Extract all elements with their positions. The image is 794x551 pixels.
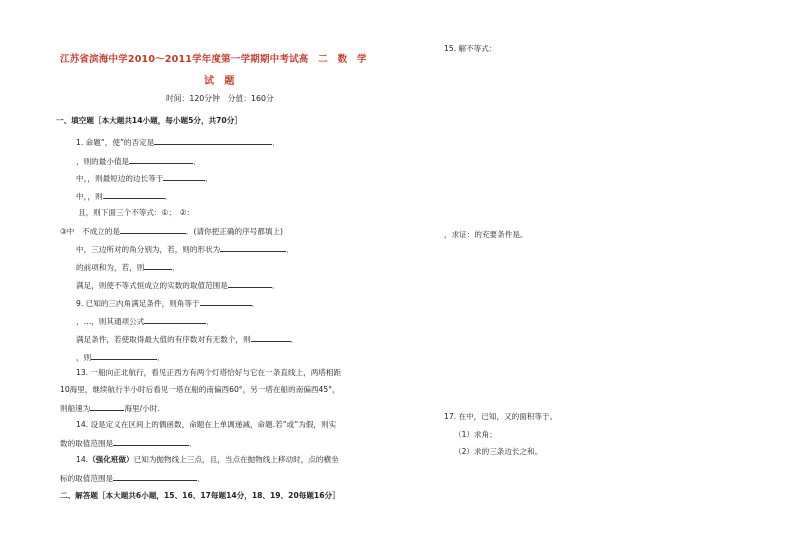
question-9-text: 9. 已知的三内角满足条件，则角等于 bbox=[76, 299, 200, 308]
question-13-unit: 海里/小时. bbox=[124, 404, 160, 413]
question-13-line3 bbox=[60, 402, 160, 414]
answer-blank bbox=[120, 225, 186, 234]
question-5-text: ③中 不成立的是 bbox=[60, 227, 120, 236]
question-14b-line1 bbox=[76, 455, 339, 465]
punct: ． bbox=[290, 335, 299, 344]
question-14b-text2: 标的取值范围是 bbox=[60, 474, 114, 483]
answer-blank bbox=[144, 315, 206, 324]
question-4 bbox=[76, 190, 172, 202]
question-11-text: 满足条件，若使取得最大值的有序数对有无数个，则 bbox=[76, 335, 251, 344]
answer-blank bbox=[113, 437, 189, 446]
punct: ． bbox=[157, 353, 165, 362]
answer-blank bbox=[163, 172, 205, 181]
answer-blank bbox=[251, 333, 291, 342]
question-10-text: ，…，则其通项公式 bbox=[76, 317, 145, 326]
question-6-text: 中，三边所对的角分别为，若，则的形状为 bbox=[76, 245, 221, 254]
punct: ． bbox=[286, 245, 294, 254]
question-1 bbox=[76, 136, 280, 148]
answer-blank bbox=[91, 351, 157, 360]
question-8 bbox=[76, 279, 279, 291]
answer-blank bbox=[113, 472, 197, 481]
question-17-part1: （1）求角； bbox=[454, 430, 497, 439]
answer-section-heading: 二、解答题［本大题共6小题，15、16、17每题14分，18、19、20每题16分］ bbox=[60, 491, 340, 500]
punct: ． bbox=[251, 299, 260, 308]
question-5-cont bbox=[60, 225, 283, 237]
punct: ． bbox=[164, 192, 173, 201]
answer-blank bbox=[103, 190, 165, 199]
advanced-class-tag: （强化班做） bbox=[88, 455, 134, 464]
question-14b-text: 已知为抛物线上三点，且，当点在抛物线上移动时，点的横坐 bbox=[133, 455, 339, 464]
answer-blank bbox=[200, 297, 252, 306]
question-10 bbox=[76, 315, 214, 327]
exam-meta: 时间：120分钟 分值：160分 bbox=[166, 94, 274, 103]
question-14-line1: 14. 设是定义在区间上的偶函数，命题在上单调递减，命题.若“或”为假，则实 bbox=[76, 420, 337, 429]
question-11 bbox=[76, 333, 298, 345]
question-3 bbox=[76, 172, 213, 184]
exam-title: 江苏省滨海中学2010～2011学年度第一学期期中考试高 二 数 学 bbox=[60, 54, 367, 65]
answer-blank bbox=[220, 243, 286, 252]
fill-in-heading: 一、填空题［本大题共14小题，每小题5分，共70分］ bbox=[56, 116, 242, 125]
answer-blank bbox=[129, 155, 193, 164]
question-12 bbox=[76, 351, 165, 363]
question-1-text: 1. 命题“，使”的否定是 bbox=[76, 138, 155, 147]
question-16: ，求证：的充要条件是。 bbox=[444, 230, 528, 239]
question-4-text: 中，，则 bbox=[76, 192, 103, 201]
punct: ． bbox=[197, 474, 205, 483]
question-2 bbox=[76, 155, 201, 167]
question-5-hint: ．(请你把正确的序号都填上) bbox=[185, 227, 284, 236]
question-7 bbox=[76, 261, 180, 273]
question-15: 15. 解不等式： bbox=[444, 44, 497, 53]
question-17: 17. 在中，已知，又的面积等于。 bbox=[444, 412, 558, 421]
question-17-part2: （2）求的三条边长之和。 bbox=[454, 447, 543, 456]
question-12-text: ，则 bbox=[76, 353, 92, 362]
answer-blank bbox=[154, 136, 272, 145]
punct: ． bbox=[205, 174, 213, 183]
punct: ． bbox=[172, 263, 180, 272]
question-14-text: 数的取值范围是 bbox=[60, 439, 114, 448]
punct: ． bbox=[206, 317, 214, 326]
answer-blank bbox=[90, 402, 124, 411]
question-14b-line2 bbox=[60, 472, 205, 484]
punct: ． bbox=[271, 281, 280, 290]
question-5: 且，则下面三个不等式：①； ②： bbox=[78, 208, 195, 217]
question-6 bbox=[76, 243, 294, 255]
punct: ． bbox=[272, 138, 280, 147]
question-7-text: 的前项和为，若，则 bbox=[76, 263, 145, 272]
exam-title-line2: 试 题 bbox=[204, 76, 235, 87]
punct: ． bbox=[189, 439, 197, 448]
question-14b-number: 14. bbox=[76, 455, 89, 464]
question-3-text: 中，，则最短边的边长等于 bbox=[76, 174, 164, 183]
question-2-text: ，则的最小值是 bbox=[76, 157, 130, 166]
question-14-line2 bbox=[60, 437, 197, 449]
question-8-text: 满足，则使不等式恒成立的实数的取值范围是 bbox=[76, 281, 228, 290]
answer-blank bbox=[144, 261, 172, 270]
question-13-line1: 13. 一船向正北航行，看见正西方有两个灯塔恰好与它在一条直线上，两塔相距 bbox=[76, 368, 342, 377]
question-13-text: 则船速为 bbox=[60, 404, 91, 413]
question-13-line2: 10海里，继续航行半小时后看见一塔在船的南偏西60°，另一塔在船的南偏西45°， bbox=[60, 385, 340, 394]
punct: ． bbox=[193, 157, 201, 166]
answer-blank bbox=[228, 279, 272, 288]
question-9 bbox=[76, 297, 259, 309]
